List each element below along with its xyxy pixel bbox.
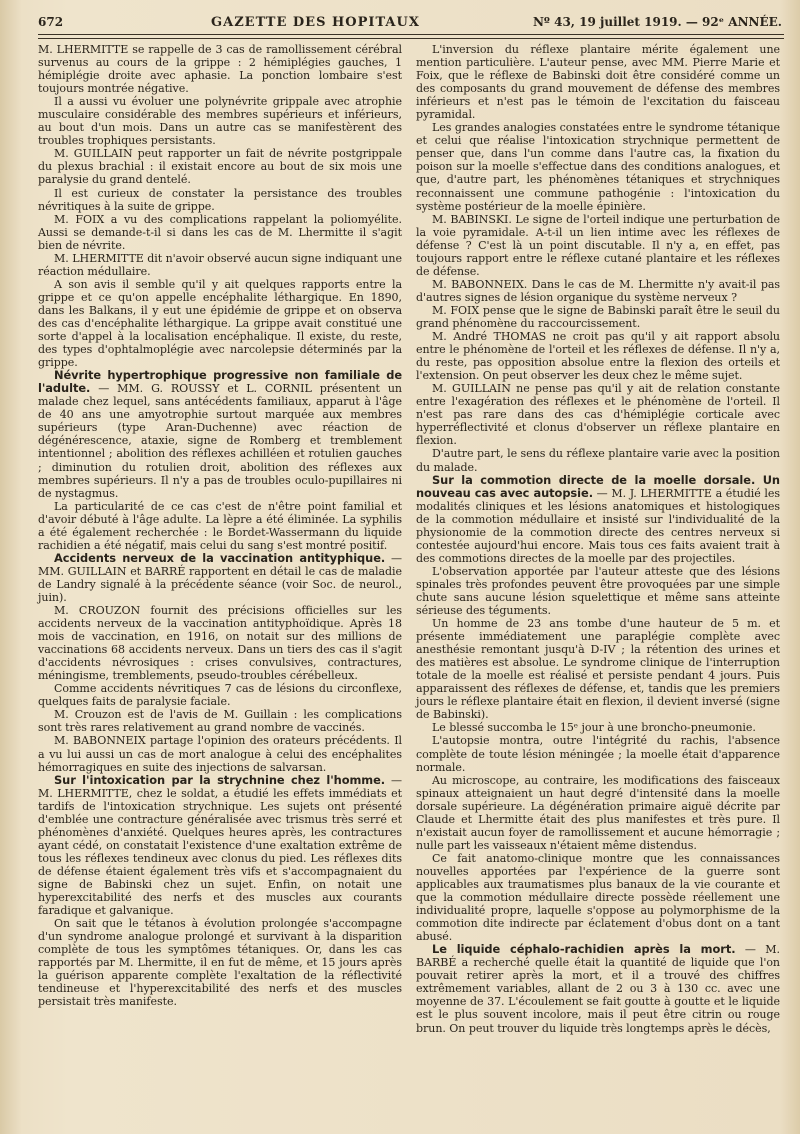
body-paragraph: M. André THOMAS ne croit pas qu'il y ait rapport absolu entre le phénomène de l'orteil et les réflexes de défense. Il n'y a, du reste, pas opposition absolue entre la flexion des orteils et l'extension. On peut observer les deux chez le même sujet. bbox=[416, 330, 780, 383]
body-paragraph: D'autre part, le sens du réflexe plantaire varie avec la position du malade. bbox=[416, 447, 780, 474]
body-paragraph: M. BABONNEIX. Dans le cas de M. Lhermitte n'y avait-il pas d'autres signes de lésion organique du système nerveux ? bbox=[416, 277, 780, 304]
page-number: 672 bbox=[38, 15, 64, 29]
body-paragraph: M. LHERMITTE se rappelle de 3 cas de ramollissement cérébral survenus au cours de la grippe : 2 hémiplégies gauches, 1 hémiplégie droite avec aphasie. La ponction lombaire s'est toujours montrée négative. bbox=[38, 43, 402, 96]
body-paragraph: Ce fait anatomo-clinique montre que les connaissances nouvelles apportées par l'expérience de la guerre sont applicables aux traumatismes plus banaux de la vie courante et que la commotion médullaire directe possède réellement une individualité propre, laquelle s'oppose au polymorphisme de la commotion dite indirecte par éclatement d'obus dont on a tant abusé. bbox=[416, 851, 780, 944]
body-paragraph: Il a aussi vu évoluer une polynévrite grippale avec atrophie musculaire considérable des membres supérieurs et inférieurs, au bout d'un mois. Dans un autre cas se manifestèrent des troubles trophiques persistants. bbox=[38, 95, 402, 148]
body-paragraph: Il est curieux de constater la persistance des troubles névritiques à la suite de grippe. bbox=[38, 186, 402, 213]
body-paragraph: On sait que le tétanos à évolution prolongée s'accompagne d'un syndrome analogue prolongé et survivant à la disparition complète de tous les symptômes tétaniques. Or, dans les cas rapportés par M. Lhermitte, il en fut de même, et 15 jours après la guérison apparente complète l'exaltation de la réflectivité tendineuse et l'hyperexcitabilité des nerfs et des muscles persistait très manifeste. bbox=[38, 917, 402, 1009]
body-paragraph: Un homme de 23 ans tombe d'une hauteur de 5 m. et présente immédiatement une paraplégie complète avec anesthésie remontant jusqu'à D-IV ; la rétention des urines et des matières est absolue. Le syndrome clinique de l'interruption totale de la moelle est réalisé et persiste pendant 4 jours. Puis apparaissent des réflexes de défense, et, tandis que les premiers jours le réflexe plantaire était en flexion, il devient inversé (signe de Babinski). bbox=[416, 617, 780, 722]
body-paragraph: M. CROUZON fournit des précisions officielles sur les accidents nerveux de la vaccination antityphoïdique. Après 18 mois de vaccination, en 1916, on notait sur des millions de vaccinations 68 accidents nerveux. Dans un tiers des cas il s'agit d'accidents névrosiques : crises convulsives, contractures, méningisme, tremblements, pseudo-troubles cérébelleux. bbox=[38, 604, 402, 683]
section-heading: Accidents nerveux de la vaccination antityphique. bbox=[54, 550, 386, 565]
body-paragraph: Les grandes analogies constatées entre le syndrome tétanique et celui que réalise l'intoxication strychnique permettent de penser que, dans l'un comme dans l'autre cas, la fixation du poison sur la moelle s'effectue dans des conditions analogues, et que, d'autre part, les phénomènes tétaniques et strychniques reconnaissent une commune pathogénie : l'intoxication du système postérieur de la moelle épinière. bbox=[416, 121, 780, 213]
section-text: — MM. GUILLAIN et BARRÉ rapportent en détail le cas de maladie de Landry signalé à la précédente séance (voir Soc. de neurol., juin). bbox=[38, 551, 402, 604]
columns bbox=[20, 43, 784, 1035]
section-heading: Le liquide céphalo-rachidien après la mort. bbox=[432, 942, 736, 957]
section-heading: Sur l'intoxication par la strychnine chez l'homme. bbox=[54, 772, 386, 787]
left-column bbox=[38, 43, 402, 1035]
section-paragraph bbox=[416, 943, 780, 1034]
section-text: — M. BARBÉ a recherché quelle était la quantité de liquide que l'on pouvait retirer après la mort, et il a trouvé des chiffres extrêmement variables, allant de 2 ou 3 à 130 cc. avec une moyenne de 37. L'écoulement se fait goutte à goutte et le liquide est le plus souvent incolore, mais il peut être citrin ou rouge brun. On peut trouver du liquide très longtemps après le décès, bbox=[416, 943, 780, 1035]
body-paragraph: L'autopsie montra, outre l'intégrité du rachis, l'absence complète de toute lésion méningée ; la moelle était d'apparence normale. bbox=[416, 734, 780, 774]
header-rule bbox=[38, 34, 784, 39]
section-paragraph bbox=[38, 369, 402, 499]
body-paragraph: L'inversion du réflexe plantaire mérite également une mention particulière. L'auteur pense, avec MM. Pierre Marie et Foix, que le réflexe de Babinski doit être considéré comme un des composants du grand mouvement de défense des membres inférieurs et n'est pas le témoin de l'excitation du faisceau pyramidal. bbox=[416, 43, 780, 122]
section-text: — M. LHERMITTE, chez le soldat, a étudié les effets immédiats et tardifs de l'intoxication strychnique. Les sujets ont présenté d'emblée une contracture généralisée avec trismus très serré et phénomènes d'anxiété. Quelques heures après, les contractures ayant cédé, on constatait l'existence d'une exaltation extrême de tous les réflexes tendineux avec clonus du pied. Les réflexes dits de défense étaient également très vifs et s'accompagnaient du signe de Babinski chez un sujet. Enfin, on notait une hyperexcitabilité des nerfs et des muscles aux courants faradique et galvanique. bbox=[38, 773, 402, 918]
body-paragraph: La particularité de ce cas c'est de n'être point familial et d'avoir débuté à l'âge adulte. La lèpre a été éliminée. La syphilis a été également recherchée : le Bordet-Wassermann du liquide rachidien a été négatif, mais celui du sang s'est montré positif. bbox=[38, 499, 402, 552]
body-paragraph: M. LHERMITTE dit n'avoir observé aucun signe indiquant une réaction médullaire. bbox=[38, 251, 402, 278]
section-text: — MM. G. ROUSSY et L. CORNIL présentent un malade chez lequel, sans antécédents familiaux, apparut à l'âge de 40 ans une amyotrophie surtout marquée aux membres supérieurs (type Aran-Duchenne) avec réaction de dégénérescence, ataxie, signe de Romberg et tremblement intentionnel ; abolition des réflexes achilléen et rotulien gauches ; diminution du rotulien droit, abolition des réflexes aux membres supérieurs. Il n'y a pas de troubles oculo-pupillaires ni de nystagmus. bbox=[38, 382, 402, 500]
journal-title: GAZETTE DES HOPITAUX bbox=[211, 15, 420, 30]
section-paragraph bbox=[38, 774, 402, 918]
body-paragraph: Comme accidents névritiques 7 cas de lésions du circonflexe, quelques faits de paralysie faciale. bbox=[38, 682, 402, 709]
body-paragraph: Le blessé succomba le 15ᵉ jour à une broncho-pneumonie. bbox=[432, 721, 756, 735]
body-paragraph: Au microscope, au contraire, les modifications des faisceaux spinaux atteignaient un haut degré d'intensité dans la moelle dorsale supérieure. La dégénération primaire aiguë décrite par Claude et Lhermitte était des plus manifestes et très pure. Il n'existait aucun foyer de ramollissement et aucune hémorragie ; nulle part les vaisseaux n'étaient même distendus. bbox=[416, 773, 780, 852]
section-heading: Névrite hypertrophique progressive non familiale de l'adulte. bbox=[38, 368, 402, 396]
body-paragraph: M. Crouzon est de l'avis de M. Guillain : les complications sont très rares relativement au grand nombre de vaccinés. bbox=[38, 708, 402, 735]
body-paragraph: M. BABONNEIX partage l'opinion des orateurs précédents. Il a vu lui aussi un cas de mort analogue à celui des encéphalites hémorragiques en suite des injections de salvarsan. bbox=[38, 734, 402, 774]
section-paragraph bbox=[38, 552, 402, 604]
issue-info: Nº 43, 19 juillet 1919. — 92ᵉ ANNÉE. bbox=[532, 15, 782, 29]
page-header bbox=[20, 14, 784, 32]
section-text: — M. J. LHERMITTE a étudié les modalités cliniques et les lésions anatomiques et histologiques de la commotion médullaire et insisté sur l'individualité de la physionomie de la commotion directe des centres nerveux si contestée aujourd'hui encore. Mais tous ces faits avaient trait à des commotions directes de la moelle par des projectiles. bbox=[416, 486, 781, 565]
section-heading: Sur la commotion directe de la moelle dorsale. Un nouveau cas avec autopsie. bbox=[416, 472, 780, 500]
body-paragraph: M. FOIX pense que le signe de Babinski paraît être le seuil du grand phénomène du raccourcissement. bbox=[416, 303, 780, 330]
right-column bbox=[416, 43, 780, 1035]
body-paragraph: M. BABINSKI. Le signe de l'orteil indique une perturbation de la voie pyramidale. A-t-il un lien intime avec les réflexes de défense ? C'est là un point discutable. Il n'y a, en effet, pas toujours rapport entre le réflexe cutané plantaire et les réflexes de défense. bbox=[416, 212, 780, 278]
body-paragraph: M. GUILLAIN ne pense pas qu'il y ait de relation constante entre l'exagération des réflexes et le phénomène de l'orteil. Il n'est pas rare dans des cas d'hémiplégie corticale avec hyperréflectivité et clonus d'observer un réflexe plantaire en flexion. bbox=[416, 382, 780, 448]
body-paragraph: L'observation apportée par l'auteur atteste que des lésions spinales très profondes peuvent être provoquées par une simple chute sans aucune lésion squelettique et même sans atteinte sérieuse des téguments. bbox=[416, 564, 780, 618]
section-paragraph bbox=[416, 474, 780, 565]
body-paragraph: A son avis il semble qu'il y ait quelques rapports entre la grippe et ce qu'on appelle encéphalite léthargique. En 1890, dans les Balkans, il y eut une épidémie de grippe et on observa des cas d'encéphalite léthargique. La grippe avait constitué une sorte d'appel à la localisation encéphalique. Il existe, du reste, des types d'ophtalmoplégie avec narcolepsie déterminés par la grippe. bbox=[38, 277, 402, 370]
body-paragraph: M. FOIX a vu des complications rappelant la poliomyélite. Aussi se demande-t-il si dans les cas de M. Lhermitte il s'agit bien de névrite. bbox=[38, 212, 402, 252]
body-paragraph: M. GUILLAIN peut rapporter un fait de névrite postgrippale du plexus brachial : il existait encore au bout de six mois une paralysie du grand dentelé. bbox=[38, 147, 402, 187]
